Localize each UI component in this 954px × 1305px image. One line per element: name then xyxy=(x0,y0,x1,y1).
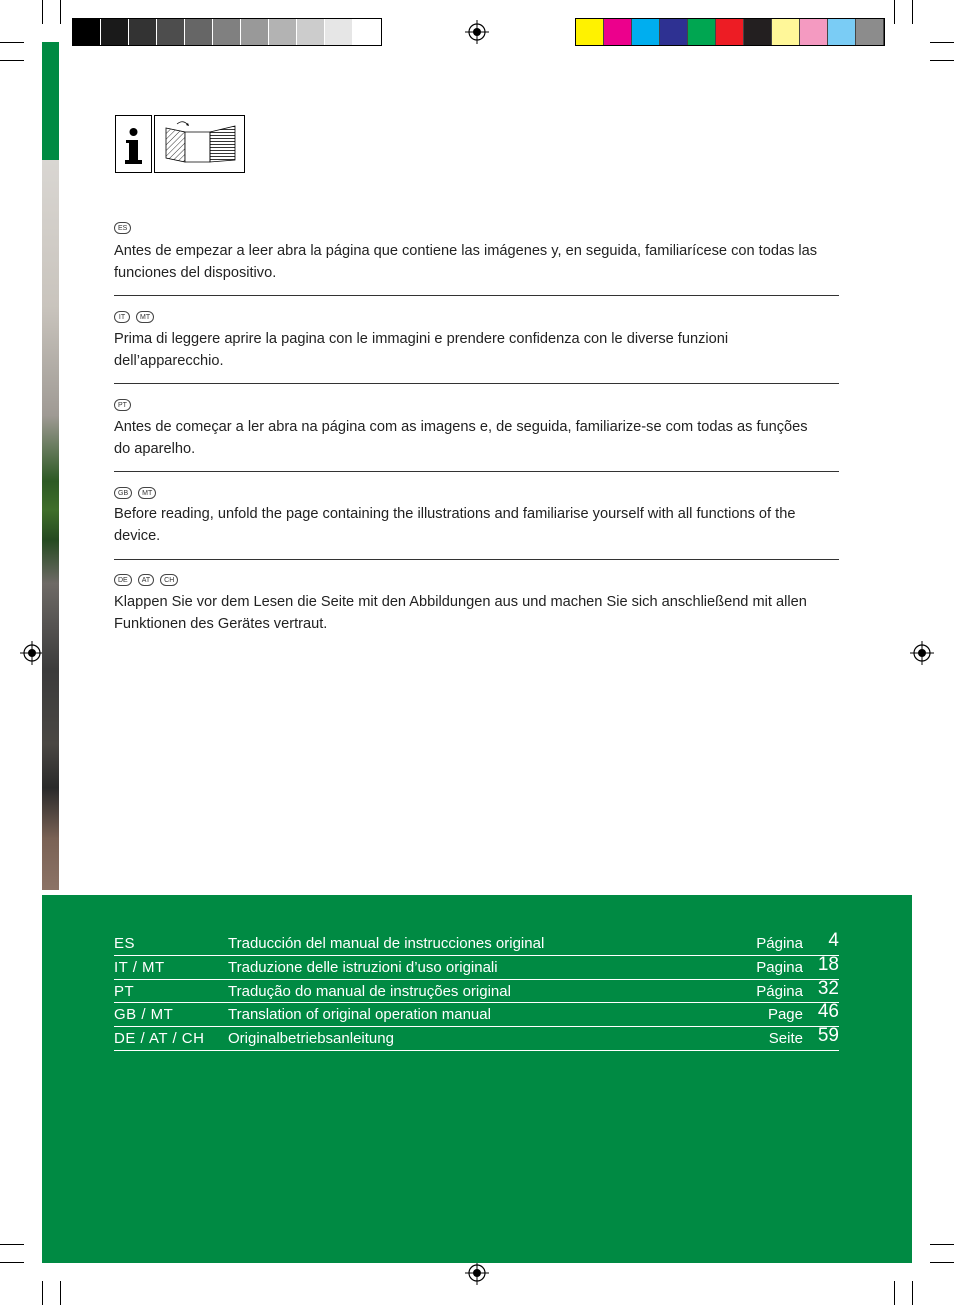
toc-page-number: 18 xyxy=(817,954,839,975)
language-badge: CH xyxy=(160,574,178,586)
toc-row-es xyxy=(114,932,839,955)
toc-language-code: PT xyxy=(114,983,135,1000)
color-swatch xyxy=(744,19,772,45)
section-it-text: Prima di leggere aprire la pagina con le immagini e prendere confidenza con le diverse funzioni dell’apparecchio. xyxy=(114,331,729,369)
toc-page-word: Page xyxy=(767,1006,803,1023)
section-gb-text: Before reading, unfold the page containing the illustrations and familiarise yourself with all functions of the device. xyxy=(114,506,796,544)
info-icon xyxy=(115,115,152,173)
registration-mark-icon xyxy=(910,641,934,665)
toc-title: Traducción del manual de instrucciones original xyxy=(228,935,545,952)
color-swatch xyxy=(800,19,828,45)
color-swatch xyxy=(688,19,716,45)
color-swatch xyxy=(101,19,129,45)
language-badge: AT xyxy=(138,574,154,586)
color-swatch xyxy=(73,19,101,45)
process-color-bar xyxy=(575,18,885,46)
registration-mark-icon xyxy=(465,20,489,44)
toc-title: Traduzione delle istruzioni d’uso originali xyxy=(228,959,498,976)
color-swatch xyxy=(660,19,688,45)
section-divider xyxy=(114,383,839,384)
section-gb-badges xyxy=(114,487,156,499)
toc-language-code: DE / AT / CH xyxy=(114,1030,205,1047)
toc-title: Originalbetriebsanleitung xyxy=(228,1030,394,1047)
section-divider xyxy=(114,559,839,560)
color-swatch xyxy=(269,19,297,45)
toc-divider xyxy=(114,1050,839,1051)
language-badge: PT xyxy=(114,399,131,411)
left-green-strip xyxy=(42,42,59,160)
color-swatch xyxy=(241,19,269,45)
color-swatch xyxy=(716,19,744,45)
toc-page-number: 4 xyxy=(828,930,839,951)
toc-page-word: Pagina xyxy=(756,959,803,976)
toc-row-de xyxy=(114,1027,839,1050)
color-swatch xyxy=(632,19,660,45)
language-badge: MT xyxy=(138,487,156,499)
section-es-text: Antes de empezar a leer abra la página que contiene las imágenes y, en seguida, familiarícese con todas las funciones del dispositivo. xyxy=(114,243,818,281)
section-it-badges xyxy=(114,311,154,323)
toc-language-code: IT / MT xyxy=(114,959,165,976)
section-de-text: Klappen Sie vor dem Lesen die Seite mit den Abbildungen aus und machen Sie sich anschließend mit allen Funktionen des Gerätes vertraut. xyxy=(114,594,807,632)
toc-row-it xyxy=(114,956,839,979)
color-swatch xyxy=(828,19,856,45)
toc-title: Translation of original operation manual xyxy=(228,1006,491,1023)
color-swatch xyxy=(772,19,800,45)
toc-language-code: ES xyxy=(114,935,136,952)
color-swatch xyxy=(576,19,604,45)
language-badge: DE xyxy=(114,574,132,586)
section-divider xyxy=(114,295,839,296)
toc-page-word: Seite xyxy=(768,1030,803,1047)
toc-language-code: GB / MT xyxy=(114,1006,174,1023)
color-swatch xyxy=(185,19,213,45)
color-swatch xyxy=(157,19,185,45)
toc-row-pt xyxy=(114,980,839,1003)
toc-page-number: 59 xyxy=(817,1025,839,1046)
language-badge: GB xyxy=(114,487,132,499)
toc-page-number: 32 xyxy=(817,978,839,999)
section-divider xyxy=(114,471,839,472)
color-swatch xyxy=(213,19,241,45)
color-swatch xyxy=(856,19,884,45)
section-pt-badges xyxy=(114,399,131,411)
color-swatch xyxy=(325,19,353,45)
toc-page-word: Página xyxy=(756,983,803,1000)
color-swatch xyxy=(129,19,157,45)
language-badge: MT xyxy=(136,311,154,323)
registration-mark-icon xyxy=(20,641,44,665)
color-swatch xyxy=(604,19,632,45)
toc-title: Tradução do manual de instruções original xyxy=(228,983,511,1000)
toc-row-gb xyxy=(114,1003,839,1026)
section-de-badges xyxy=(114,574,178,586)
color-swatch xyxy=(353,19,381,45)
section-pt-text: Antes de começar a ler abra na página com as imagens e, de seguida, familiarize-se com todas as funções do aparelho. xyxy=(114,419,808,457)
toc-page-word: Página xyxy=(756,935,803,952)
language-badge: IT xyxy=(114,311,130,323)
left-photo-strip xyxy=(42,160,59,890)
color-swatch xyxy=(297,19,325,45)
toc-page-number: 46 xyxy=(817,1001,839,1022)
language-badge: ES xyxy=(114,222,131,234)
section-es-badges xyxy=(114,222,131,234)
grayscale-color-bar xyxy=(72,18,382,46)
registration-mark-icon xyxy=(465,1261,489,1285)
unfold-page-icon xyxy=(154,115,245,173)
